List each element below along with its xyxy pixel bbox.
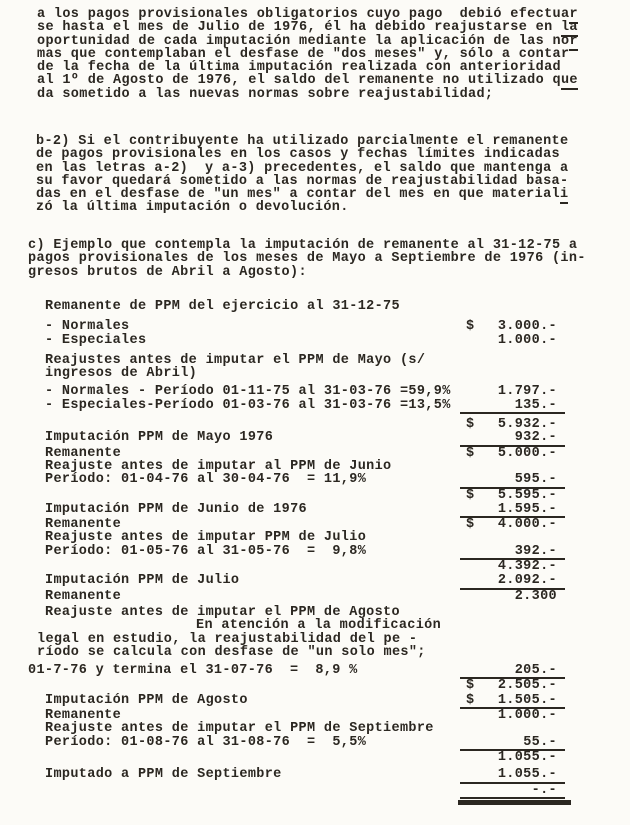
amount-cell xyxy=(460,736,565,751)
amount: 1.000.- xyxy=(497,332,557,348)
text: c) Ejemplo que contempla la imputación de remanente al 31-12-75 a xyxy=(28,238,578,253)
amount: 55.- xyxy=(523,734,557,750)
text-line xyxy=(37,88,578,101)
ledger-label: Imputado a PPM de Septiembre xyxy=(45,767,282,783)
ledger-row xyxy=(45,489,630,502)
text: da sometido a las nuevas normas sobre reajustabilidad; xyxy=(37,86,494,102)
ledger-label: - Especiales xyxy=(45,332,147,348)
ledger-row xyxy=(45,619,630,632)
ledger-label: Período: 01-08-76 al 31-08-76 = 5,5% xyxy=(45,734,367,750)
ledger-row xyxy=(45,518,630,531)
amount-cell xyxy=(460,503,565,518)
ledger-label: Remanente xyxy=(45,517,122,533)
amount: 1.595.- xyxy=(497,501,557,517)
amount-cell xyxy=(460,784,565,799)
ledger-label: ríodo se calcula con desfase de "un solo mes"; xyxy=(37,644,426,660)
amount: 1.000.- xyxy=(497,708,557,724)
text: de la fecha de la última imputación realizada con anterioridad xyxy=(37,60,561,76)
ledger-row xyxy=(45,334,630,347)
underlined-line-break-mark: r xyxy=(569,33,578,49)
ledger-label: Remanente de PPM del ejercicio al 31-12-75 xyxy=(45,299,400,314)
amount-cell xyxy=(460,545,565,560)
ledger-label: 01-7-76 y termina el 31-07-76 = 8,9 % xyxy=(28,663,358,679)
ledger-label: Período: 01-04-76 al 30-04-76 = 11,9% xyxy=(45,472,367,488)
text: se hasta el mes de Julio de 1976, él ha debido reajustarse en xyxy=(37,20,561,36)
amount-cell xyxy=(460,518,565,531)
text-line xyxy=(37,48,578,61)
amount-cell xyxy=(460,489,565,502)
ledger-row xyxy=(45,300,630,313)
ledger-row xyxy=(45,354,630,367)
amount-cell xyxy=(460,751,565,764)
ledger-row xyxy=(45,736,630,751)
ledger-label: legal en estudio, la reajustabilidad del pe - xyxy=(37,631,418,647)
text-line xyxy=(36,162,568,175)
ledger-row xyxy=(45,447,630,460)
text: su favor quedará sometido a las normas de reajustabilidad basa- xyxy=(36,173,569,189)
amount: 1.797.- xyxy=(497,384,557,400)
amount-cell xyxy=(460,320,565,333)
amount-cell xyxy=(460,399,565,414)
amount-cell xyxy=(460,447,565,460)
ledger-row xyxy=(45,399,630,414)
amount: 5.595.- xyxy=(497,487,557,503)
ledger-label: - Normales - Período 01-11-75 al 31-03-76 =59,9% xyxy=(45,384,451,400)
currency-symbol: $ xyxy=(466,319,475,335)
currency-symbol: $ xyxy=(466,678,475,694)
amount: 1.055.- xyxy=(497,749,557,765)
underlined-line-break-mark: r xyxy=(569,7,578,22)
ledger-label: - Normales xyxy=(45,319,130,335)
amount: 2.300 xyxy=(514,588,557,604)
amount: 205.- xyxy=(514,663,557,679)
ledger-label: Imputación PPM de Junio de 1976 xyxy=(45,501,307,517)
ledger-label: Remanente xyxy=(45,445,122,461)
currency-symbol: $ xyxy=(466,517,475,533)
text: gresos brutos de Abril a Agosto): xyxy=(28,264,307,280)
amount-cell xyxy=(460,679,565,692)
ledger-label: - Especiales-Período 01-03-76 al 31-03-76 =13,5% xyxy=(45,397,451,413)
ledger-label: Período: 01-05-76 al 31-05-76 = 9,8% xyxy=(45,543,367,559)
amount: 4.000.- xyxy=(497,517,557,533)
amount: 3.000.- xyxy=(497,319,557,335)
amount: 4.392.- xyxy=(497,559,557,575)
ledger-row xyxy=(45,694,630,709)
underlined-line-break-mark: i xyxy=(559,187,569,203)
text-line xyxy=(36,135,568,148)
text: al 1º de Agosto de 1976, el saldo del remanente no utilizado q xyxy=(37,73,561,89)
ledger-label: En atención a la modificación xyxy=(196,618,442,634)
ledger-row xyxy=(45,473,630,488)
amount: 932.- xyxy=(514,430,557,446)
ledger-row xyxy=(45,431,630,446)
text: mas que contemplaban el desfase de "dos meses" y, sólo a contar xyxy=(37,46,570,62)
amount: -.- xyxy=(531,782,557,798)
text: zó la última imputación o devolución. xyxy=(36,200,349,216)
ledger-row xyxy=(45,722,630,735)
para-c xyxy=(28,239,586,279)
ledger-label: Reajuste antes de imputar PPM de Julio xyxy=(45,530,367,546)
amount-cell xyxy=(460,574,565,589)
amount-cell xyxy=(460,768,565,783)
text-line xyxy=(36,175,568,188)
para-a xyxy=(37,8,578,101)
ledger-example xyxy=(28,299,630,799)
currency-symbol: $ xyxy=(466,487,475,503)
currency-symbol: $ xyxy=(466,417,475,433)
ledger-row xyxy=(45,385,630,398)
ledger-row xyxy=(45,560,630,573)
text: oportunidad de cada imputación mediante la aplicación de las no xyxy=(37,33,570,49)
ledger-row xyxy=(45,460,630,473)
text: de pagos provisionales en los casos y fechas límites indicadas xyxy=(36,147,560,163)
ledger-row xyxy=(45,418,630,431)
text: das en el desfase de "un mes" a contar del mes en que material xyxy=(36,187,560,203)
ledger-row xyxy=(45,784,630,799)
amount-cell xyxy=(460,473,565,488)
currency-symbol: $ xyxy=(466,692,475,708)
ledger-row xyxy=(45,545,630,560)
amount: 2.505.- xyxy=(497,678,557,694)
text-line xyxy=(37,21,578,34)
text: b-2) Si el contribuyente ha utilizado parcialmente el remanente xyxy=(36,134,569,149)
text-line xyxy=(28,239,586,252)
ledger-row xyxy=(45,503,630,518)
amount-cell xyxy=(460,418,565,431)
amount-cell xyxy=(460,560,565,573)
ledger-label: Imputación PPM de Mayo 1976 xyxy=(45,430,274,446)
ledger-row xyxy=(45,606,630,619)
amount-cell xyxy=(460,334,565,347)
currency-symbol: $ xyxy=(466,445,475,461)
ledger-label: Reajuste antes de imputar el PPM de Septiembre xyxy=(45,721,434,737)
amount-cell xyxy=(460,590,565,603)
text: a los pagos provisionales obligatorios cuyo pago debió efectua xyxy=(37,7,570,22)
ledger-row xyxy=(45,751,630,764)
ledger-label: Remanente xyxy=(45,708,122,724)
ledger-label: Reajustes antes de imputar el PPM de Mayo (s/ xyxy=(45,352,426,368)
text-line xyxy=(28,252,586,265)
amount-cell xyxy=(460,664,565,679)
ledger-row xyxy=(45,367,630,380)
ledger-row xyxy=(45,709,630,722)
amount: 5.000.- xyxy=(497,445,557,461)
text-line xyxy=(37,74,578,87)
text-line xyxy=(36,201,568,214)
text: pagos provisionales de los meses de Mayo a Septiembre de 1976 (in- xyxy=(28,251,586,267)
text-line xyxy=(36,148,568,161)
ledger-row xyxy=(37,646,630,659)
ledger-row xyxy=(37,633,630,646)
amount-cell xyxy=(460,694,565,709)
text-line xyxy=(37,8,578,21)
text-line xyxy=(36,188,568,201)
amount: 5.932.- xyxy=(497,417,557,433)
amount: 595.- xyxy=(514,472,557,488)
underlined-line-break-mark: la xyxy=(560,20,578,36)
amount-cell xyxy=(460,709,565,722)
amount: 2.092.- xyxy=(497,573,557,589)
amount: 1.505.- xyxy=(497,692,557,708)
text-line xyxy=(28,266,586,279)
para-b2 xyxy=(36,135,568,215)
amount: 135.- xyxy=(514,397,557,413)
ledger-label: ingresos de Abril) xyxy=(45,366,198,382)
ledger-row xyxy=(45,320,630,333)
ledger-row xyxy=(45,531,630,544)
ledger-row xyxy=(45,768,630,783)
amount-cell xyxy=(460,385,565,398)
amount: 1.055.- xyxy=(497,767,557,783)
amount-cell xyxy=(460,431,565,446)
ledger-label: Reajuste antes de imputar al PPM de Junio xyxy=(45,458,392,474)
text: en las letras a-2) y a-3) precedentes, el saldo que mantenga a xyxy=(36,160,569,176)
text-line xyxy=(37,61,578,74)
amount: 392.- xyxy=(514,543,557,559)
ledger-label: Imputación PPM de Agosto xyxy=(45,692,248,708)
ledger-row xyxy=(45,574,630,589)
text-line xyxy=(37,35,578,48)
ledger-row xyxy=(45,679,630,692)
ledger-label: Remanente xyxy=(45,588,122,604)
ledger-row xyxy=(45,590,630,603)
ledger-row xyxy=(28,664,630,679)
underlined-line-break-mark: ue xyxy=(560,73,578,89)
ledger-label: Reajuste antes de imputar el PPM de Agosto xyxy=(45,604,400,620)
ledger-label: Imputación PPM de Julio xyxy=(45,573,240,589)
